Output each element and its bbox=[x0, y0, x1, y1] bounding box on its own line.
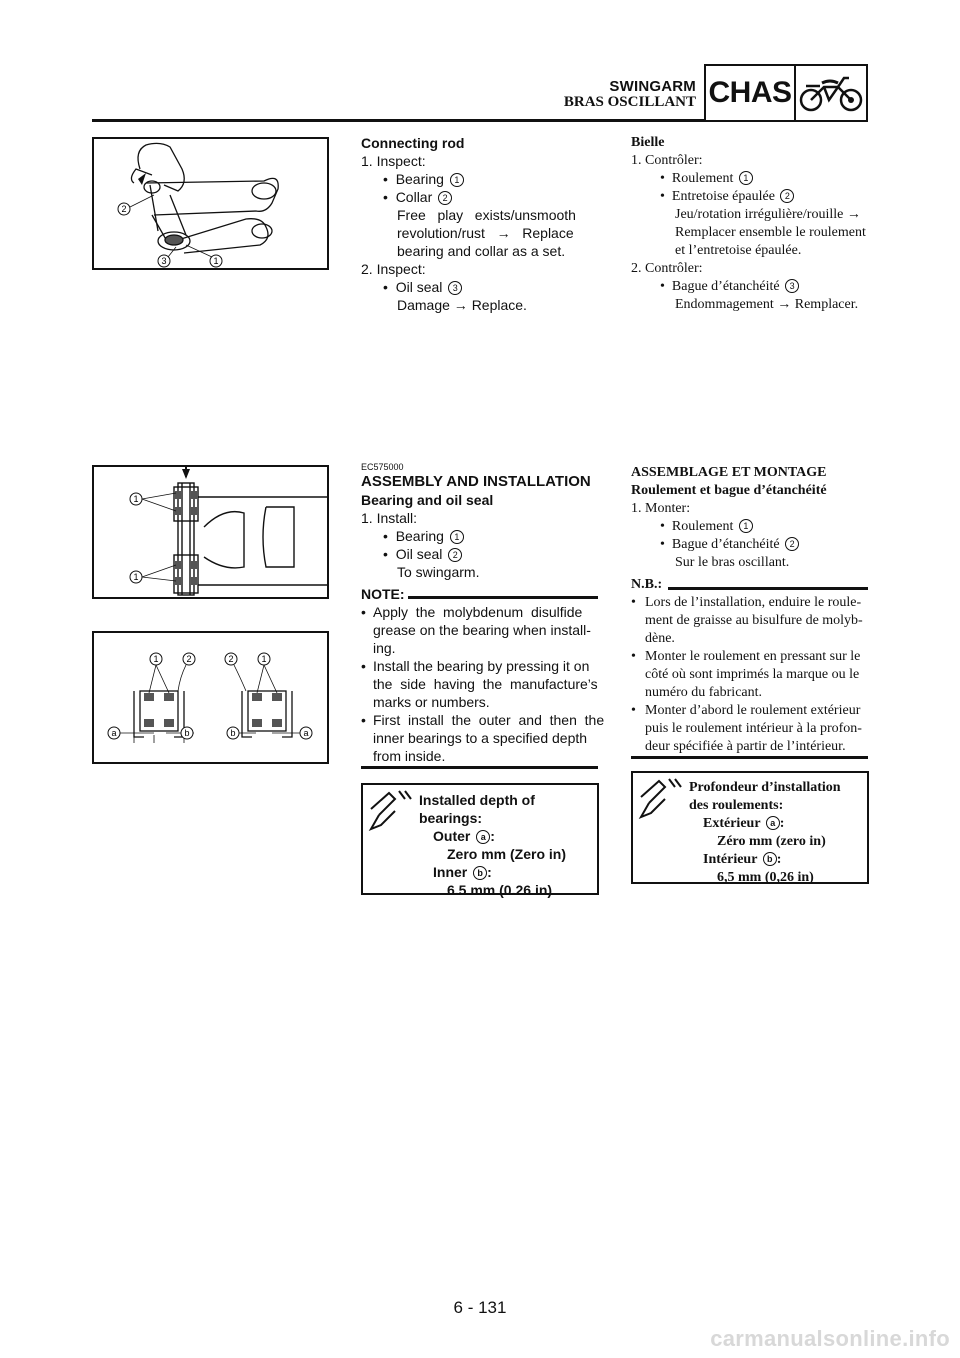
fr-s1-damage: Endommagement → Remplacer. bbox=[675, 297, 859, 312]
en-s1-bearing: Bearing bbox=[395, 171, 444, 187]
en-note-3-l1: First install the outer and then the bbox=[373, 712, 605, 728]
fr-s1-oilseal: Bague d’étanchéité bbox=[671, 279, 780, 294]
fr-spec-line1: Profondeur d’installation bbox=[689, 780, 841, 795]
en-note-1-l2: grease on the bearing when install- bbox=[373, 622, 591, 638]
fr-s2-oilseal: Bague d’étanchéité bbox=[671, 537, 780, 552]
en-s1-collar: Collar bbox=[395, 189, 433, 205]
en-spec-inner-value: 6.5 mm (0.26 in) bbox=[447, 882, 553, 898]
en-spec-inner: Inner b : bbox=[433, 864, 492, 880]
en-s2-title: ASSEMBLY AND INSTALLATION bbox=[361, 473, 591, 490]
en-note-3-l2: inner bearings to a specified depth bbox=[373, 730, 588, 746]
motorcycle-icon bbox=[796, 66, 866, 120]
fr-spec-outer-value: Zéro mm (zero in) bbox=[717, 834, 826, 849]
en-note-1-l1: Apply the molybdenum disulfide bbox=[373, 604, 583, 620]
fr-spec-inner-value: 6,5 mm (0,26 in) bbox=[717, 870, 814, 885]
fr-note-label: N.B.: bbox=[631, 577, 663, 592]
callout-1: 1 bbox=[261, 654, 267, 664]
header-rule bbox=[92, 119, 705, 122]
fr-note-1-l2: ment de graisse au bisulfure de molyb- bbox=[645, 613, 863, 628]
fr-s2-subtitle: Roulement et bague d’étanchéité bbox=[631, 483, 827, 498]
caliper-icon bbox=[367, 789, 413, 839]
en-note-2-l1: Install the bearing by pressing it on bbox=[373, 658, 590, 674]
fr-note-3-l1: Monter d’abord le roulement extérieur bbox=[645, 703, 861, 718]
fr-s1-collar-item: • Entretoise épaulée 2 bbox=[660, 188, 794, 206]
fr-spec-outer: Extérieur a : bbox=[703, 816, 785, 831]
fr-s1-title: Bielle bbox=[631, 135, 665, 150]
callout-2: 2 bbox=[228, 654, 234, 664]
header-title-fr: BRAS OSCILLANT bbox=[563, 94, 696, 110]
en-spec-outer: Outer a : bbox=[433, 828, 495, 844]
caliper-icon bbox=[637, 777, 683, 827]
en-spec-outer-value: Zero mm (Zero in) bbox=[447, 846, 567, 862]
en-s2-to: To swingarm. bbox=[397, 564, 480, 580]
callout-1: 1 bbox=[133, 494, 139, 504]
en-s1-step1: 1. Inspect: bbox=[361, 153, 426, 169]
en-s1-result2: revolution/rust → Replace bbox=[397, 225, 574, 241]
en-s1-oilseal: Oil seal bbox=[395, 279, 443, 295]
en-note-rule bbox=[408, 596, 598, 599]
en-spec-line2: bearings: bbox=[419, 810, 483, 826]
fr-s1-step1: 1. Contrôler: bbox=[631, 153, 703, 168]
fr-spec-line2: des roulements: bbox=[689, 798, 784, 813]
fr-spec-box bbox=[631, 771, 869, 884]
en-s1-bearing-item: • Bearing 1 bbox=[383, 170, 464, 188]
fr-note-2-l2: côté où sont imprimés la marque ou le bbox=[645, 667, 860, 682]
fr-s1-bearing: Roulement bbox=[671, 171, 734, 186]
fr-note-end-rule bbox=[631, 756, 868, 759]
fr-note-1-l3: dène. bbox=[645, 631, 675, 646]
en-s1-result3: bearing and collar as a set. bbox=[397, 243, 566, 259]
en-s2-subtitle: Bearing and oil seal bbox=[361, 492, 494, 508]
callout-2: 2 bbox=[121, 204, 127, 214]
watermark: carmanualsonline.info bbox=[710, 1326, 950, 1351]
fr-s2-step1: 1. Monter: bbox=[631, 501, 691, 516]
callout-a: a bbox=[111, 728, 117, 738]
en-s1-collar-item: • Collar 2 bbox=[383, 188, 452, 206]
callout-b: b bbox=[230, 728, 236, 738]
en-note-2-l2: the side having the manufacture’s bbox=[373, 676, 598, 692]
en-s2-oilseal-item: • Oil seal 2 bbox=[383, 545, 462, 563]
fr-note-2-l1: Monter le roulement en pressant sur le bbox=[645, 649, 861, 664]
fr-s2-bearing: Roulement bbox=[671, 519, 734, 534]
fr-s1-result1: Jeu/rotation irrégulière/rouille → bbox=[675, 207, 861, 222]
fr-s1-result2: Remplacer ensemble le roulement bbox=[675, 225, 866, 240]
fr-s2-oilseal-item: • Bague d’étanchéité 2 bbox=[660, 536, 799, 554]
fr-note-3-l3: deur spécifiée à partir de l’intérieur. bbox=[645, 739, 846, 754]
fr-s2-bearing-item: • Roulement 1 bbox=[660, 518, 753, 536]
callout-3: 3 bbox=[161, 256, 167, 266]
en-s2-oilseal: Oil seal bbox=[395, 546, 443, 562]
en-s2-bearing-item: • Bearing 1 bbox=[383, 527, 464, 545]
section-badge-label: CHAS bbox=[706, 66, 796, 120]
fr-spec-inner: Intérieur b : bbox=[703, 852, 782, 867]
callout-1: 1 bbox=[213, 256, 219, 266]
en-note-3-l3: from inside. bbox=[373, 748, 446, 764]
fr-note-3-l2: puis le roulement intérieur à la profon- bbox=[645, 721, 862, 736]
header-title-en: SWINGARM bbox=[609, 78, 696, 95]
page-number: 6 - 131 bbox=[453, 1298, 507, 1317]
fr-s1-step2: 2. Contrôler: bbox=[631, 261, 703, 276]
figure-bearing-depth bbox=[92, 631, 329, 764]
en-s1-damage: Damage → Replace. bbox=[397, 297, 527, 313]
callout-2: 2 bbox=[186, 654, 192, 664]
en-note-2-l3: marks or numbers. bbox=[373, 694, 490, 710]
en-s2-step1: 1. Install: bbox=[361, 510, 418, 526]
fr-s2-to: Sur le bras oscillant. bbox=[675, 555, 790, 570]
figure-connecting-rod bbox=[92, 137, 329, 270]
callout-1: 1 bbox=[153, 654, 159, 664]
en-note-label: NOTE: bbox=[361, 586, 405, 602]
callout-a: a bbox=[303, 728, 309, 738]
en-s1-step2: 2. Inspect: bbox=[361, 261, 426, 277]
en-section-code: EC575000 bbox=[361, 462, 404, 472]
en-s1-oilseal-item: • Oil seal 3 bbox=[383, 278, 462, 296]
en-spec-line1: Installed depth of bbox=[419, 792, 535, 808]
fr-s2-title: ASSEMBLAGE ET MONTAGE bbox=[631, 465, 827, 480]
fr-s1-result3: et l’entretoise épaulée. bbox=[675, 243, 802, 258]
fr-s1-collar: Entretoise épaulée bbox=[671, 189, 775, 204]
fr-note-2-l3: numéro du fabricant. bbox=[645, 685, 763, 700]
section-badge bbox=[704, 64, 868, 122]
en-spec-box bbox=[361, 783, 599, 898]
en-s1-title: Connecting rod bbox=[361, 135, 465, 151]
figure-swingarm-bearings bbox=[92, 465, 329, 599]
en-s2-bearing: Bearing bbox=[395, 528, 444, 544]
fr-s1-oilseal-item: • Bague d’étanchéité 3 bbox=[660, 278, 799, 296]
callout-1: 1 bbox=[133, 572, 139, 582]
en-note-end-rule bbox=[361, 766, 598, 769]
en-note-1-l3: ing. bbox=[373, 640, 396, 656]
fr-note-rule bbox=[668, 587, 868, 590]
en-s1-result1: Free play exists/unsmooth bbox=[397, 207, 576, 223]
fr-note-1-l1: Lors de l’installation, enduire le roule- bbox=[645, 595, 862, 610]
callout-b: b bbox=[184, 728, 190, 738]
fr-s1-bearing-item: • Roulement 1 bbox=[660, 170, 753, 188]
